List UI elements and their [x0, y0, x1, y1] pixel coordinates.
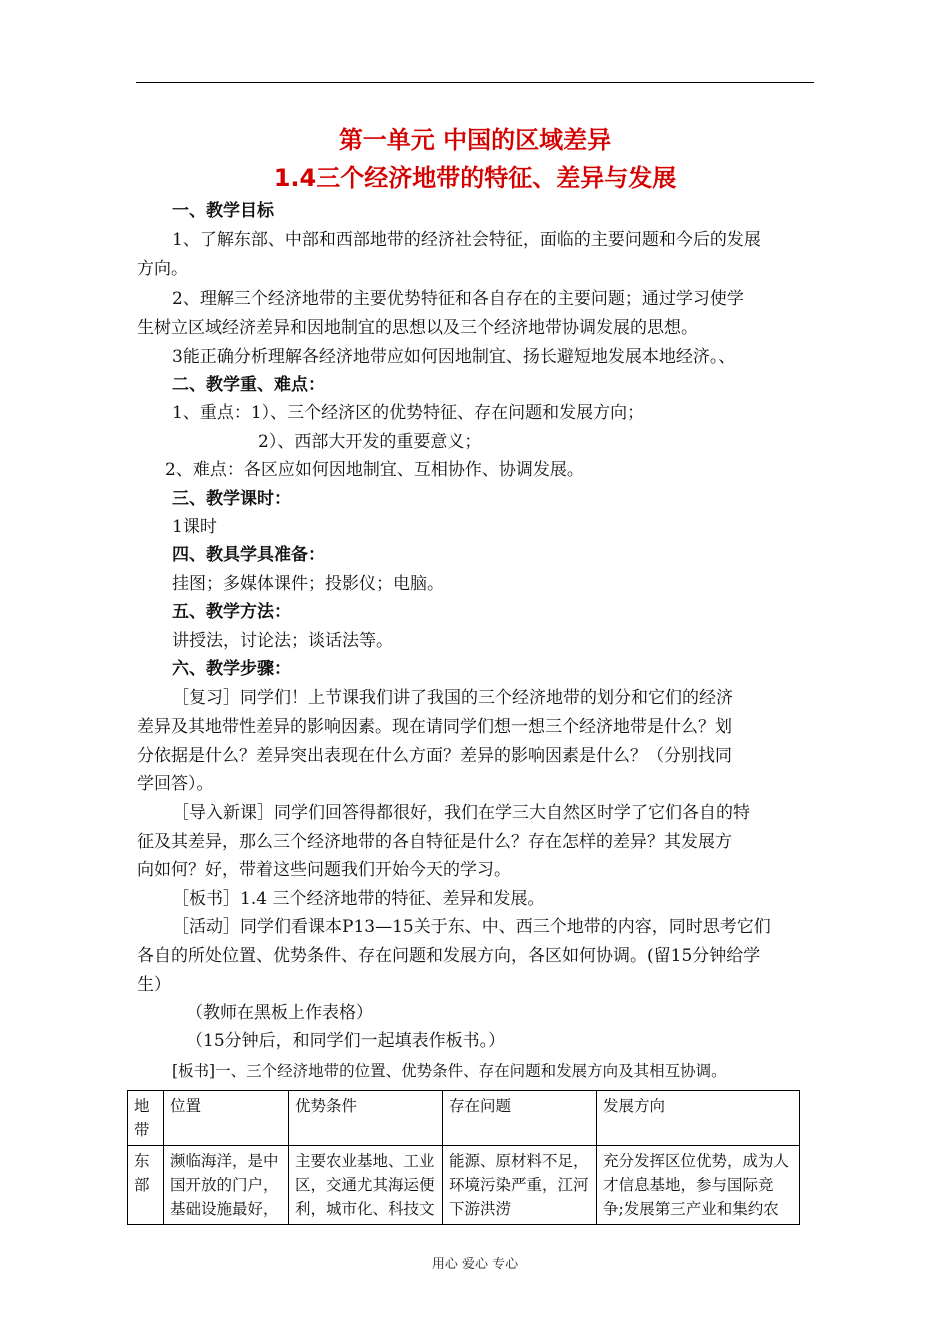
paragraph: 征及其差异，那么三个经济地带的各自特征是什么？存在怎样的差异？其发展方 [137, 832, 732, 852]
header-rule [136, 82, 814, 83]
paragraph: [板书]一、三个经济地带的位置、优势条件、存在问题和发展方向及其相互协调。 [172, 1062, 727, 1080]
table-header-cell: 优势条件 [289, 1091, 443, 1146]
section-heading-materials: 四、教具学具准备： [172, 545, 325, 565]
table-cell: 濒临海洋，是中国开放的门户，基础设施最好， [164, 1146, 289, 1225]
economic-zones-table [127, 1090, 800, 1225]
section-heading-key-points: 二、教学重、难点： [172, 375, 325, 395]
table-cell: 能源、原材料不足，环境污染严重，江河下游洪涝 [443, 1146, 597, 1225]
paragraph: 1、重点：1）、三个经济区的优势特征、存在问题和发展方向； [172, 403, 645, 423]
paragraph: 差异及其地带性差异的影响因素。现在请同学们想一想三个经济地带是什么？划 [137, 717, 732, 737]
table-cell: 东部 [128, 1146, 164, 1225]
paragraph: 1课时 [172, 517, 217, 537]
table-header-cell: 位置 [164, 1091, 289, 1146]
section-heading-hours: 三、教学课时： [172, 489, 291, 509]
table-row [128, 1146, 800, 1225]
table-header-row [128, 1091, 800, 1146]
paragraph: ［复习］同学们！上节课我们讲了我国的三个经济地带的划分和它们的经济 [172, 688, 733, 708]
lesson-title: 1.4三个经济地带的特征、差异与发展 [273, 164, 677, 192]
paragraph: 1、了解东部、中部和西部地带的经济社会特征，面临的主要问题和今后的发展 [172, 230, 761, 250]
table-header-cell: 存在问题 [443, 1091, 597, 1146]
table-cell: 充分发挥区位优势，成为人才信息基地，参与国际竞争;发展第三产业和集约农 [597, 1146, 800, 1225]
paragraph: 2）、西部大开发的重要意义； [258, 432, 482, 452]
paragraph: 学回答）。 [137, 774, 214, 794]
section-heading-steps: 六、教学步骤： [172, 659, 291, 679]
paragraph: 分依据是什么？差异突出表现在什么方面？差异的影响因素是什么？（分别找同 [137, 746, 732, 766]
paragraph: 3能正确分析理解各经济地带应如何因地制宜、扬长避短地发展本地经济。、 [172, 347, 736, 367]
paragraph: ［导入新课］同学们回答得都很好，我们在学三大自然区时学了它们各自的特 [172, 803, 750, 823]
paragraph: 讲授法，讨论法；谈话法等。 [172, 631, 393, 651]
paragraph: 各自的所处位置、优势条件、存在问题和发展方向，各区如何协调。(留15分钟给学 [137, 946, 761, 966]
paragraph: （教师在黑板上作表格） [186, 1003, 373, 1023]
paragraph: 生） [137, 975, 171, 995]
table-header-cell: 发展方向 [597, 1091, 800, 1146]
section-heading-objectives: 一、教学目标 [172, 201, 274, 221]
paragraph: （15分钟后，和同学们一起填表作板书。） [186, 1031, 506, 1051]
paragraph: ［活动］同学们看课本P13—15关于东、中、西三个地带的内容，同时思考它们 [172, 917, 771, 937]
table-cell: 主要农业基地、工业区，交通尤其海运便利，城市化、科技文 [289, 1146, 443, 1225]
paragraph: 2、难点：各区应如何因地制宜、互相协作、协调发展。 [165, 460, 584, 480]
section-heading-methods: 五、教学方法： [172, 602, 291, 622]
paragraph: 向如何？好，带着这些问题我们开始今天的学习。 [137, 860, 511, 880]
unit-title: 第一单元 中国的区域差异 [338, 126, 612, 154]
paragraph: 挂图；多媒体课件；投影仪；电脑。 [172, 574, 444, 594]
paragraph: ［板书］1.4 三个经济地带的特征、差异和发展。 [172, 889, 545, 909]
paragraph: 2、理解三个经济地带的主要优势特征和各自存在的主要问题；通过学习使学 [172, 289, 744, 309]
paragraph: 生树立区域经济差异和因地制宜的思想以及三个经济地带协调发展的思想。 [137, 318, 698, 338]
table-header-cell: 地带 [128, 1091, 164, 1146]
page-footer: 用心 爱心 专心 [431, 1257, 519, 1272]
paragraph: 方向。 [137, 259, 188, 279]
